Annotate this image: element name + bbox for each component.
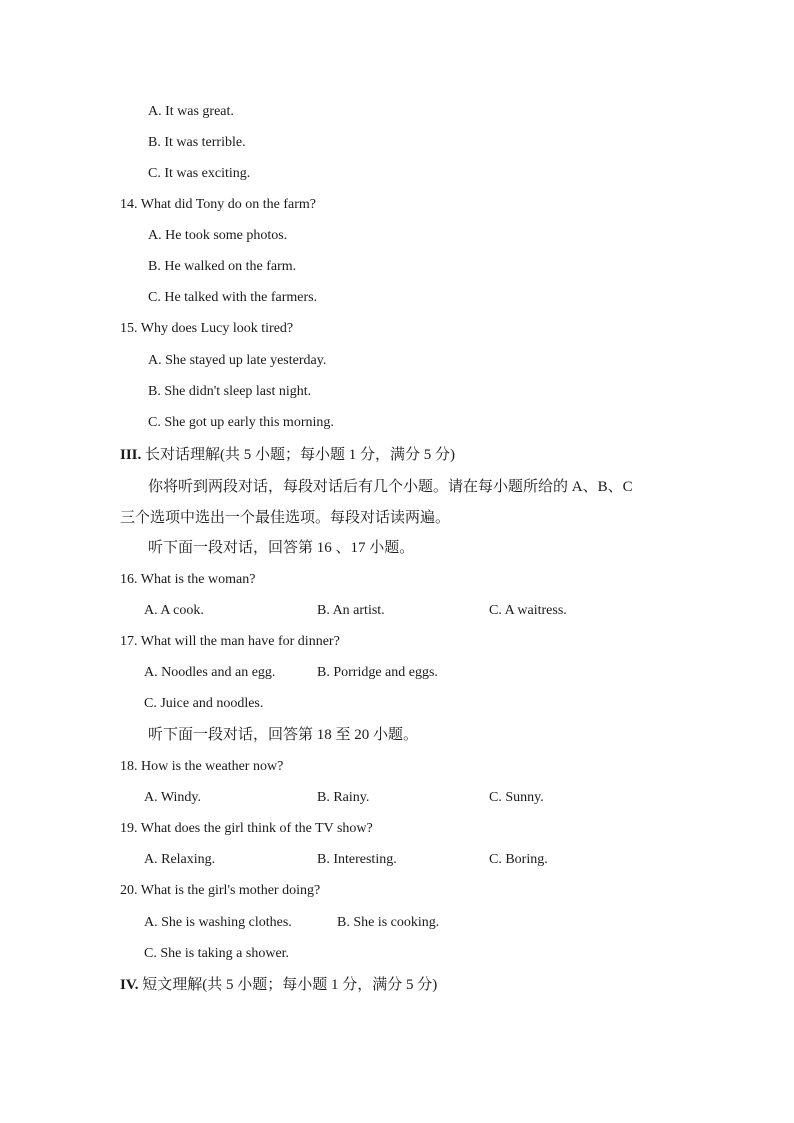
q20-question: 20. What is the girl's mother doing? <box>120 883 321 898</box>
q18-option-c: C. Sunny. <box>489 790 544 805</box>
section-3-instruction-1: 你将听到两段对话，每段对话后有几个小题。请在每小题所给的 A、B、C <box>148 479 633 495</box>
q19-option-c: C. Boring. <box>489 852 548 867</box>
q16-question: 16. What is the woman? <box>120 572 256 587</box>
q17-option-a: A. Noodles and an egg. <box>144 665 276 680</box>
q17-option-c: C. Juice and noodles. <box>144 696 264 711</box>
q15-question: 15. Why does Lucy look tired? <box>120 321 294 336</box>
q16-option-a: A. A cook. <box>144 603 204 618</box>
q16-option-b: B. An artist. <box>317 603 385 618</box>
section-3-title: 长对话理解(共 5 小题；每小题 1 分，满分 5 分) <box>145 447 456 463</box>
q17-question: 17. What will the man have for dinner? <box>120 634 340 649</box>
section-4-heading <box>120 975 437 995</box>
q14-option-c: C. He talked with the farmers. <box>148 290 318 305</box>
q13-option-b: B. It was terrible. <box>148 135 246 150</box>
q17-option-b: B. Porridge and eggs. <box>317 665 438 680</box>
section-3-number: III. <box>120 447 142 463</box>
section-4-title: 短文理解(共 5 小题；每小题 1 分，满分 5 分) <box>142 977 438 993</box>
q18-option-b: B. Rainy. <box>317 790 370 805</box>
dialog-1-intro: 听下面一段对话，回答第 16 、17 小题。 <box>148 540 415 556</box>
q15-option-b: B. She didn't sleep last night. <box>148 384 312 399</box>
q19-question: 19. What does the girl think of the TV show? <box>120 821 373 836</box>
q13-option-c: C. It was exciting. <box>148 166 251 181</box>
q20-option-b: B. She is cooking. <box>337 915 440 930</box>
q14-option-a: A. He took some photos. <box>148 228 288 243</box>
section-4-number: IV. <box>120 977 139 993</box>
q18-option-a: A. Windy. <box>144 790 201 805</box>
q14-question: 14. What did Tony do on the farm? <box>120 197 317 212</box>
q19-option-a: A. Relaxing. <box>144 852 216 867</box>
q19-option-b: B. Interesting. <box>317 852 397 867</box>
section-3-heading <box>120 445 455 465</box>
q15-option-a: A. She stayed up late yesterday. <box>148 353 327 368</box>
dialog-2-intro: 听下面一段对话，回答第 18 至 20 小题。 <box>148 727 419 743</box>
q15-option-c: C. She got up early this morning. <box>148 415 334 430</box>
section-3-instruction-2: 三个选项中选出一个最佳选项。每段对话读两遍。 <box>120 510 451 526</box>
q14-option-b: B. He walked on the farm. <box>148 259 297 274</box>
q20-option-a: A. She is washing clothes. <box>144 915 292 930</box>
q20-option-c: C. She is taking a shower. <box>144 946 290 961</box>
q18-question: 18. How is the weather now? <box>120 759 284 774</box>
q16-option-c: C. A waitress. <box>489 603 567 618</box>
q13-option-a: A. It was great. <box>148 104 234 119</box>
